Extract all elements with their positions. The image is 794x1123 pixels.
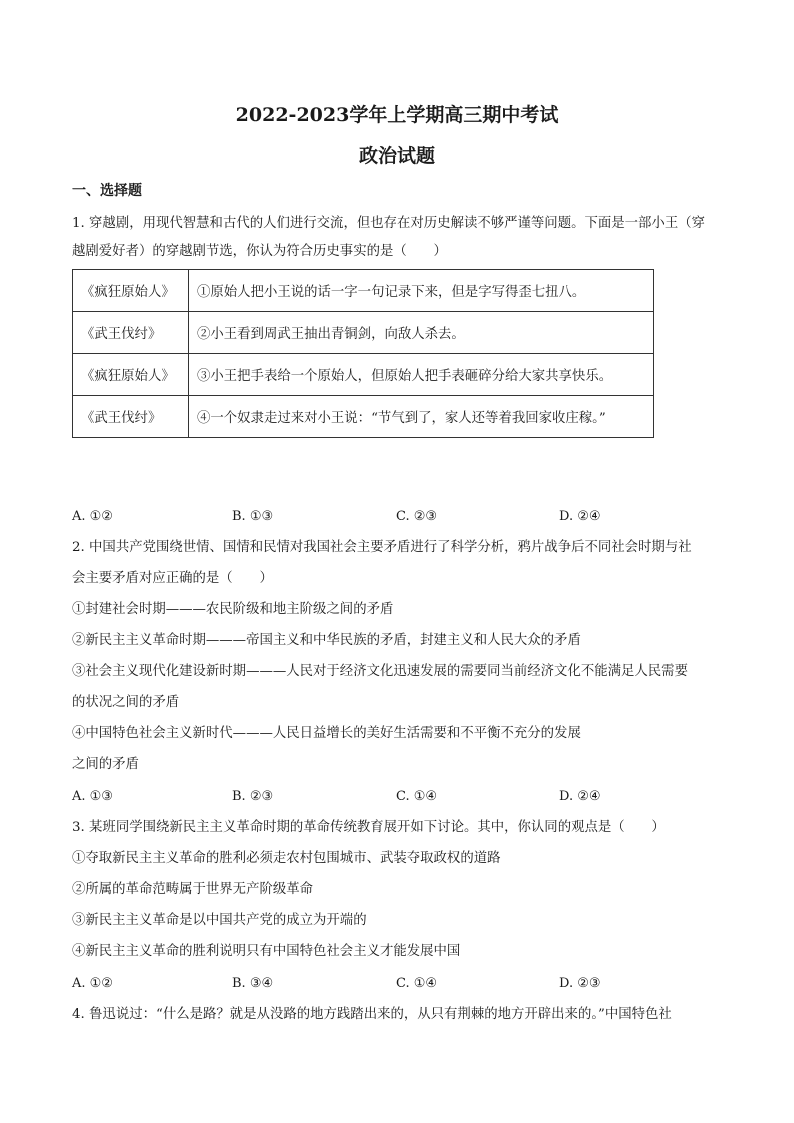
play-name-cell: 《疯狂原始人》: [73, 354, 189, 396]
option-d[interactable]: D. ②④: [559, 789, 601, 804]
q2-statement-4-cont: 之间的矛盾: [72, 757, 139, 772]
q3-statement-3: ③新民主主义革命是以中国共产党的成立为开端的: [72, 913, 367, 928]
option-a[interactable]: A. ①③: [72, 789, 113, 804]
q1-stem-line-2: 越剧爱好者）的穿越剧节选，你认为符合历史事实的是（ ）: [72, 244, 447, 259]
option-b[interactable]: B. ③④: [232, 976, 274, 991]
q1-stem-line-1: 1. 穿越剧，用现代智慧和古代的人们进行交流，但也存在对历史解读不够严谨等问题。下面是一部小王（穿: [72, 216, 705, 231]
q3-options: [72, 974, 732, 994]
scene-cell: ④一个奴隶走过来对小王说：“节气到了，家人还等着我回家收庄稼。”: [189, 396, 654, 438]
scene-cell: ②小王看到周武王抽出青铜剑，向敌人杀去。: [189, 312, 654, 354]
q2-stem-line-1: 2. 中国共产党围绕世情、国情和民情对我国社会主要矛盾进行了科学分析，鸦片战争后不同社会时期与社: [72, 540, 692, 555]
scene-cell: ③小王把手表给一个原始人，但原始人把手表砸碎分给大家共享快乐。: [189, 354, 654, 396]
play-name-cell: 《疯狂原始人》: [73, 270, 189, 312]
q2-stem-line-2: 会主要矛盾对应正确的是（ ）: [72, 571, 273, 586]
option-b[interactable]: B. ①③: [232, 509, 274, 524]
option-d[interactable]: D. ②③: [559, 976, 601, 991]
q3-statement-4: ④新民主主义革命的胜利说明只有中国特色社会主义才能发展中国: [72, 944, 461, 959]
option-c[interactable]: C. ①④: [396, 976, 438, 991]
scene-cell: ①原始人把小王说的话一字一句记录下来，但是字写得歪七扭八。: [189, 270, 654, 312]
section-heading: 一、选择题: [72, 183, 142, 199]
q2-statement-3-cont: 的状况之间的矛盾: [72, 695, 180, 710]
table-row: [73, 312, 654, 354]
q2-statement-2: ②新民主主义革命时期———帝国主义和中华民族的矛盾，封建主义和人民大众的矛盾: [72, 633, 581, 648]
q2-statement-3: ③社会主义现代化建设新时期———人民对于经济文化迅速发展的需要同当前经济文化不能满足人民需要: [72, 664, 688, 679]
q2-options: [72, 787, 732, 807]
q3-statement-2: ②所属的革命范畴属于世界无产阶级革命: [72, 882, 314, 897]
option-b[interactable]: B. ②③: [232, 789, 274, 804]
q3-statement-1: ①夺取新民主主义革命的胜利必须走农村包围城市、武装夺取政权的道路: [72, 851, 501, 866]
table-row: [73, 396, 654, 438]
q3-stem: 3. 某班同学围绕新民主主义革命时期的革命传统教育展开如下讨论。其中，你认同的观点是（ ）: [72, 820, 665, 835]
subject-title: 政治试题: [358, 145, 435, 167]
q2-statement-1: ①封建社会时期———农民阶级和地主阶级之间的矛盾: [72, 602, 394, 617]
option-c[interactable]: C. ②③: [396, 509, 438, 524]
play-name-cell: 《武王伐纣》: [73, 312, 189, 354]
play-name-cell: 《武王伐纣》: [73, 396, 189, 438]
exam-title: 2022-2023学年上学期高三期中考试: [235, 104, 559, 126]
q1-scene-table: [72, 269, 654, 438]
q2-statement-4: ④中国特色社会主义新时代———人民日益增长的美好生活需要和不平衡不充分的发展: [72, 726, 581, 741]
option-c[interactable]: C. ①④: [396, 789, 438, 804]
q4-stem-line-1: 4. 鲁迅说过：“什么是路？就是从没路的地方践踏出来的，从只有荆棘的地方开辟出来的。”中国特色社: [72, 1007, 672, 1022]
option-a[interactable]: A. ①②: [72, 976, 113, 991]
option-d[interactable]: D. ②④: [559, 509, 601, 524]
q1-options: [72, 507, 732, 527]
table-row: [73, 270, 654, 312]
table-row: [73, 354, 654, 396]
option-a[interactable]: A. ①②: [72, 509, 113, 524]
